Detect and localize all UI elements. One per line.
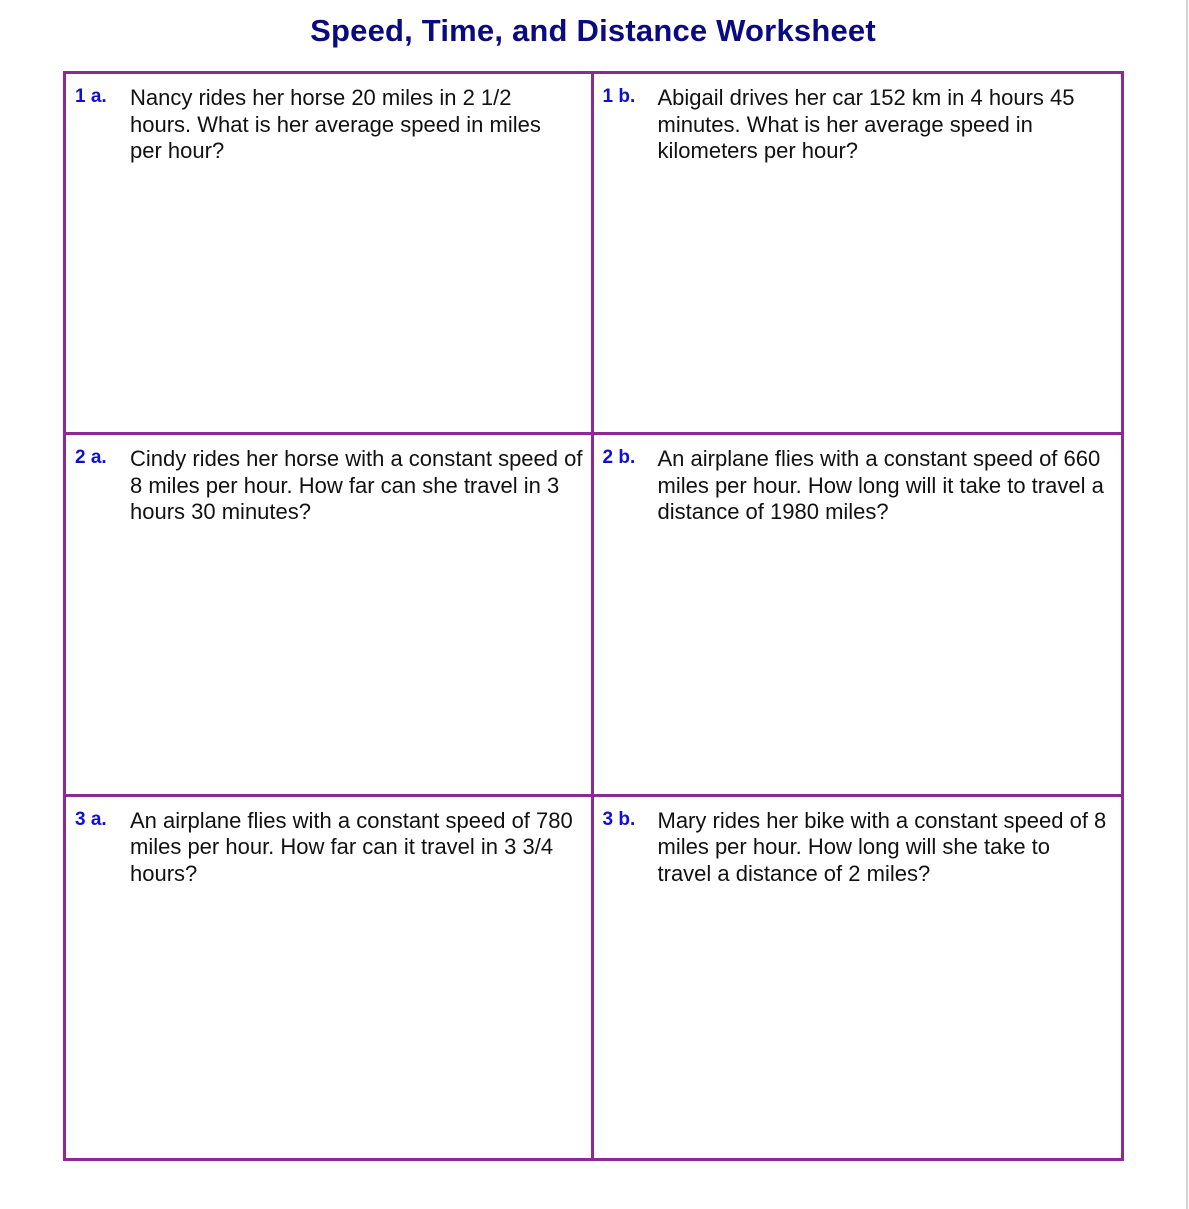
problem-cell-2a (66, 435, 594, 796)
page-title: Speed, Time, and Distance Worksheet (310, 13, 876, 48)
problem-text: An airplane flies with a constant speed of 660 miles per hour. How long will it take to travel a distance of 1980 miles? (657, 446, 1104, 525)
problem-cell-1a (66, 74, 594, 435)
problem-number: 1 a. (75, 86, 107, 107)
problem-text: An airplane flies with a constant speed of 780 miles per hour. How far can it travel in 3 3/4 hours? (130, 807, 573, 886)
problem-number: 1 b. (602, 86, 636, 107)
problem-text: Abigail drives her car 152 km in 4 hours 45 minutes. What is her average speed in kilometers per hour? (657, 85, 1075, 163)
problem-text: Cindy rides her horse with a constant speed of 8 miles per hour. How far can she travel in 3 hours 30 minutes? (130, 446, 583, 525)
problem-number: 2 b. (602, 447, 636, 469)
problem-cell-3b (594, 797, 1122, 1158)
problem-number: 3 b. (602, 808, 636, 830)
problem-number: 3 a. (75, 808, 107, 830)
problem-cell-3a (66, 797, 594, 1158)
problem-text: Mary rides her bike with a constant speed of 8 miles per hour. How long will she take to travel a distance of 2 miles? (657, 807, 1107, 886)
problem-number: 2 a. (75, 447, 107, 469)
page-edge-divider (1186, 0, 1188, 1209)
problem-cell-1b (594, 74, 1122, 435)
problem-text: Nancy rides her horse 20 miles in 2 1/2 hours. What is her average speed in miles per hour? (130, 85, 541, 163)
problem-grid (63, 71, 1124, 1161)
problem-cell-2b (594, 435, 1122, 796)
